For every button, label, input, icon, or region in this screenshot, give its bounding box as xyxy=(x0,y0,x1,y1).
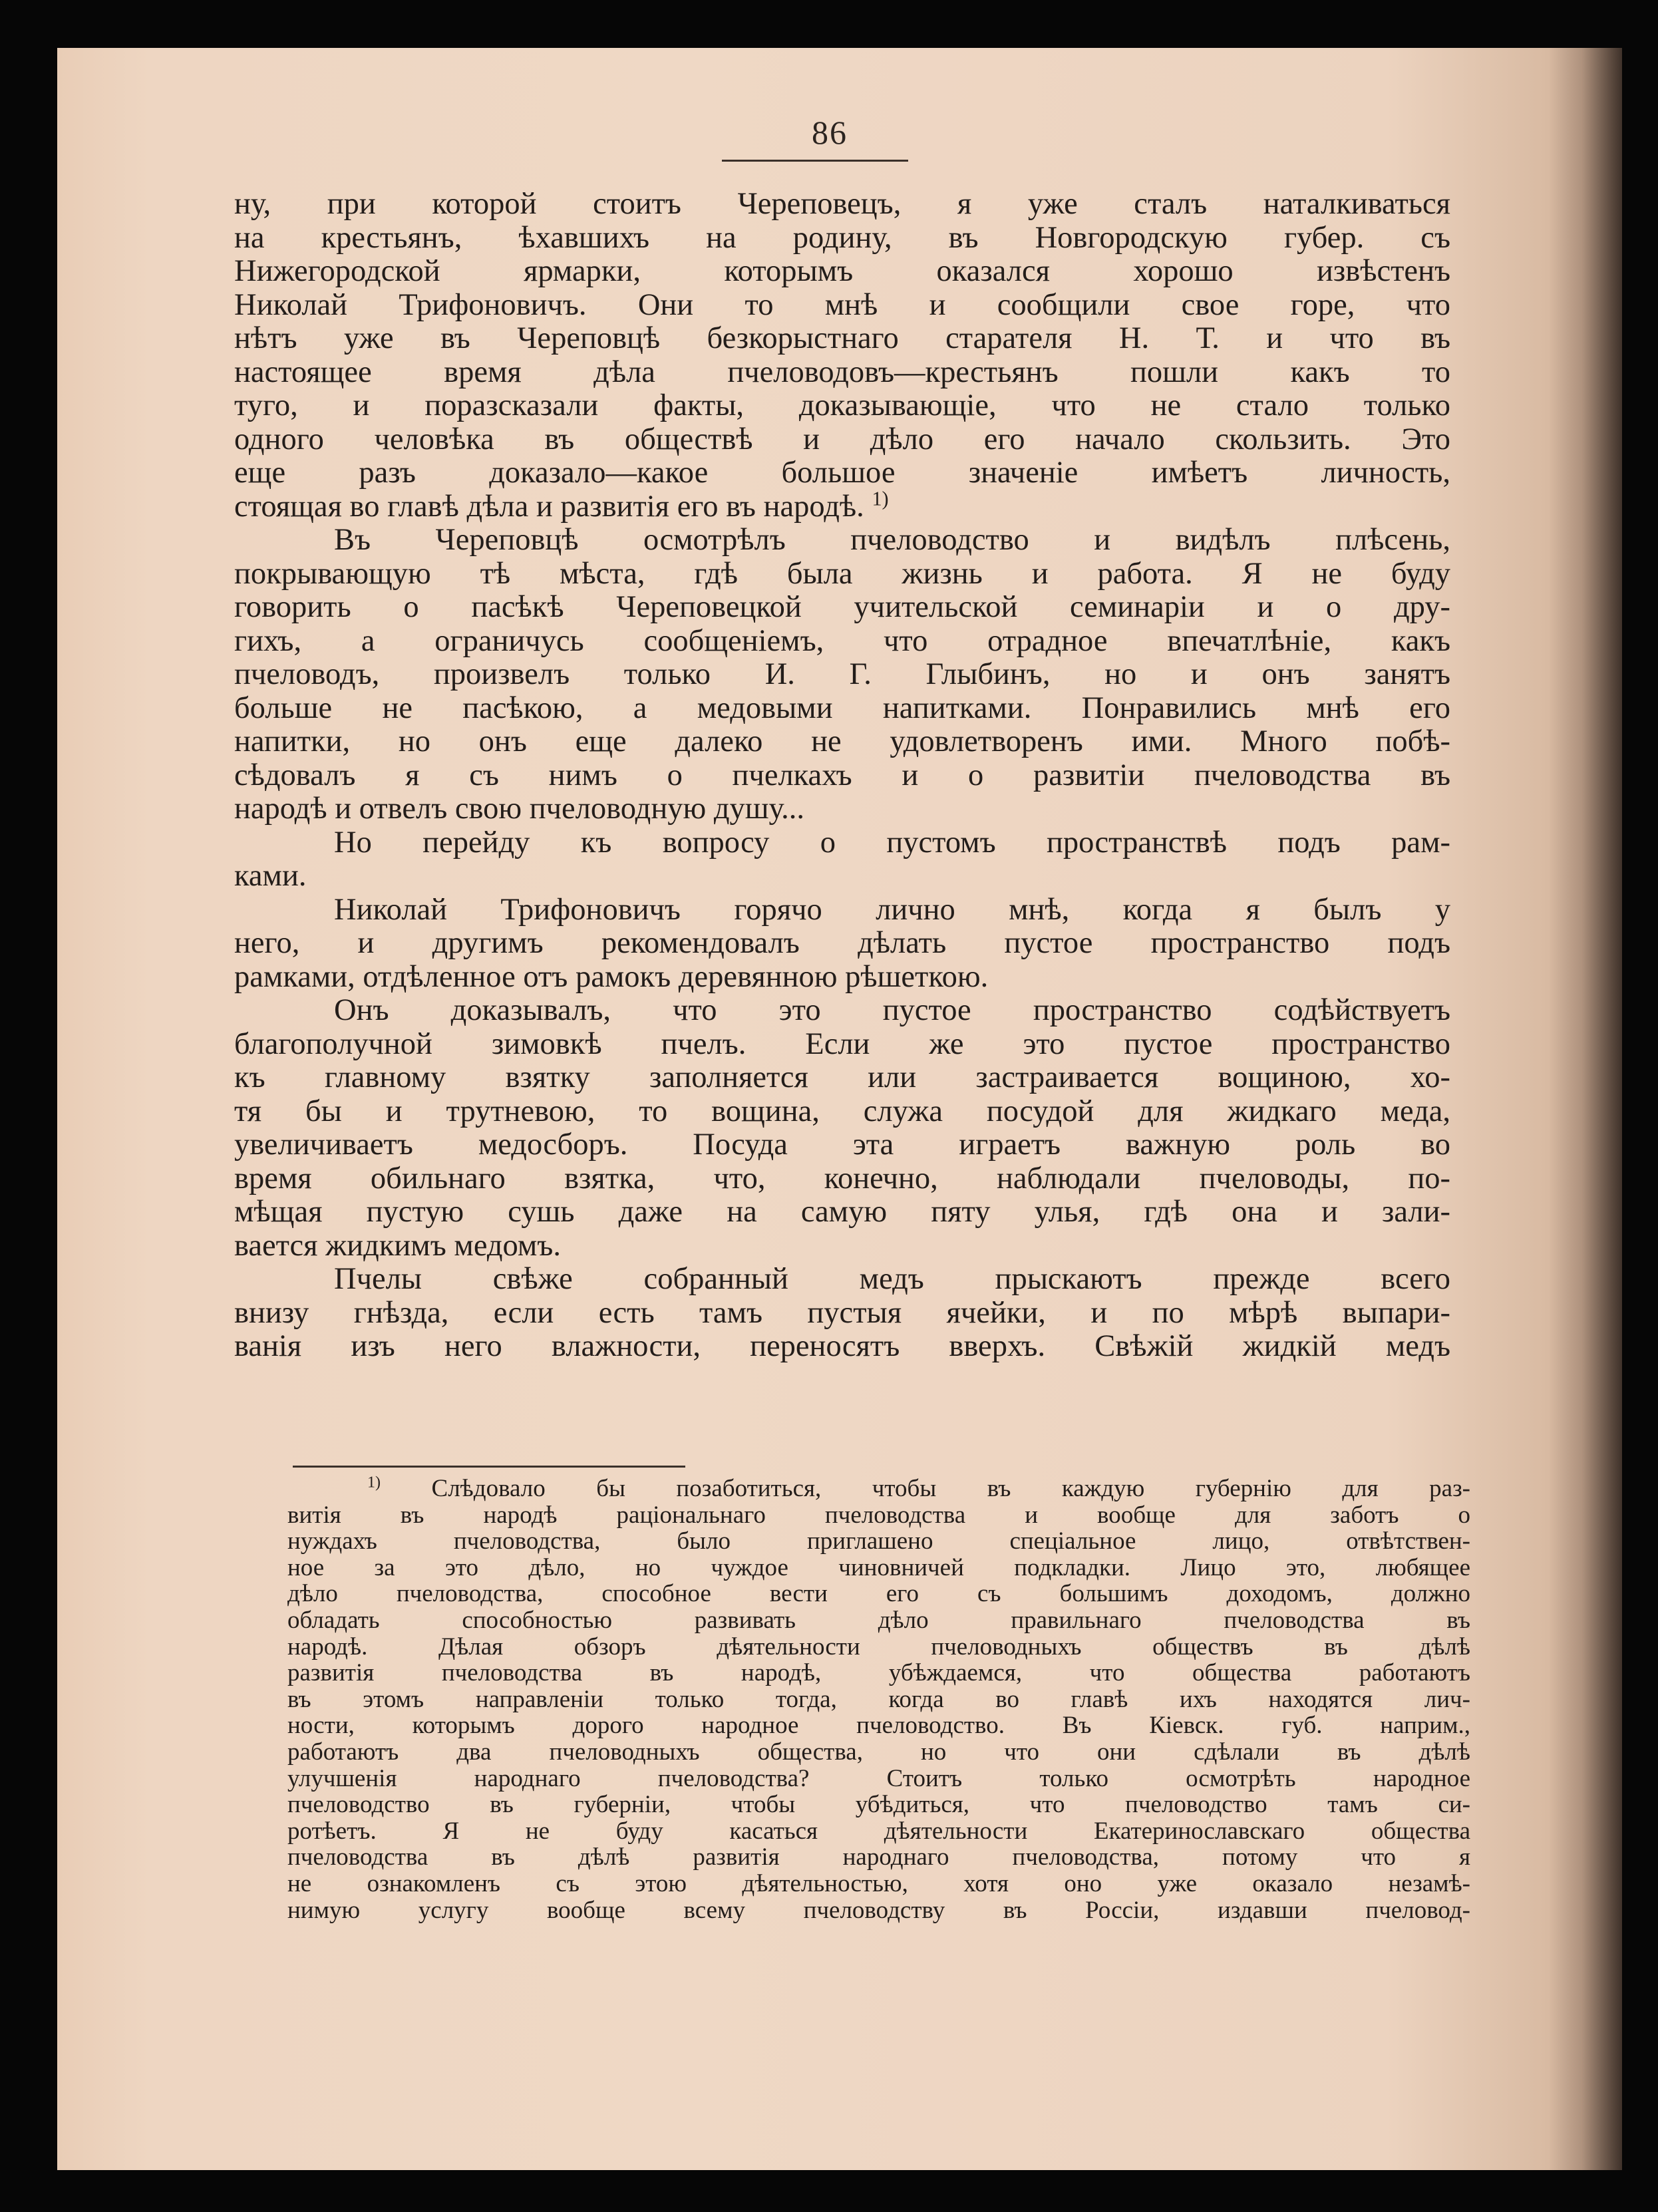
text-line xyxy=(234,423,1450,457)
text-line-text: сѣдовалъ я съ нимъ о пчелкахъ и о развитіи пчеловодства въ xyxy=(234,758,1450,792)
footnote-line-text: нимую услугу вообще всему пчеловодству въ Россіи, издавши пчеловод- xyxy=(287,1896,1470,1924)
text-line-text: тя бы и трутневою, то вощина, служа посудой для жидкаго меда, xyxy=(234,1094,1450,1128)
text-line xyxy=(234,591,1450,625)
text-line xyxy=(234,725,1450,759)
footnote-line xyxy=(287,1528,1470,1555)
text-line xyxy=(234,826,1450,860)
text-line-text: Но перейду къ вопросу о пустомъ пространствѣ подъ рам- xyxy=(334,825,1450,860)
text-line xyxy=(234,961,1450,995)
text-line-text: внизу гнѣзда, если есть тамъ пустыя ячейки, и по мѣрѣ выпари- xyxy=(234,1295,1450,1330)
text-line xyxy=(234,1162,1450,1196)
footnote-line-text: пчеловодства въ дѣлѣ развитія народнаго пчеловодства, потому что я xyxy=(287,1843,1470,1871)
text-line xyxy=(234,456,1450,490)
text-line-text: на крестьянъ, ѣхавшихъ на родину, въ Новгородскую губер. съ xyxy=(234,220,1450,255)
text-line-text: народѣ и отвелъ свою пчеловодную душу... xyxy=(234,792,805,826)
footnote-line-text: пчеловодство въ губерніи, чтобы убѣдиться, что пчеловодство тамъ си- xyxy=(287,1791,1470,1819)
text-line xyxy=(234,893,1450,927)
text-line xyxy=(234,625,1450,659)
text-line-text: Пчелы свѣже собранный медъ прыскаютъ прежде всего xyxy=(334,1262,1450,1296)
footnote-line xyxy=(287,1818,1470,1845)
text-line-text: благополучной зимовкѣ пчелъ. Если же это пустое пространство xyxy=(234,1027,1450,1061)
footnote-line-text: въ этомъ направленіи только тогда, когда во главѣ ихъ находятся лич- xyxy=(287,1685,1470,1713)
text-line xyxy=(234,487,1450,524)
text-line xyxy=(234,1229,1450,1263)
footnote-line xyxy=(287,1712,1470,1739)
text-line-text: рамками, отдѣленное отъ рамокъ деревянною рѣшеткою. xyxy=(234,959,989,994)
text-line-text: Николай Трифоновичъ горячо лично мнѣ, когда я былъ у xyxy=(334,892,1450,927)
text-line-text: Онъ доказывалъ, что это пустое пространство содѣйствуетъ xyxy=(334,993,1450,1027)
footnote-line-text: улучшенія народнаго пчеловодства? Стоитъ только осмотрѣть народное xyxy=(287,1764,1470,1792)
text-line xyxy=(234,557,1450,591)
text-line xyxy=(234,322,1450,356)
text-line xyxy=(234,692,1450,726)
footnote-line-text: ротѣетъ. Я не буду касаться дѣятельности Екатеринославскаго общества xyxy=(287,1817,1470,1845)
text-line xyxy=(234,860,1450,893)
text-line-text: туго, и поразсказали факты, доказывающіе, что не стало только xyxy=(234,389,1450,422)
text-line-text: настоящее время дѣла пчеловодовъ—крестьянъ пошли какъ то xyxy=(234,355,1450,389)
text-line xyxy=(234,255,1450,289)
text-line-text: говорить о пасѣкѣ Череповецкой учительской семинаріи и о дру- xyxy=(234,590,1450,624)
footnote-line-text: не ознакомленъ съ этою дѣятельностью, хотя оно уже оказало незамѣ- xyxy=(287,1869,1470,1897)
text-line xyxy=(234,524,1450,557)
text-line-text: Николай Трифоновичъ. Они то мнѣ и сообщили свое горе, что xyxy=(234,287,1450,322)
text-line xyxy=(234,356,1450,390)
footnote-line-text: ности, которымъ дорого народное пчеловодство. Въ Кіевск. губ. наприм., xyxy=(287,1712,1470,1740)
footnote-line xyxy=(287,1686,1470,1713)
text-line xyxy=(234,994,1450,1028)
text-line xyxy=(234,1263,1450,1297)
text-line xyxy=(234,389,1450,423)
text-line-text: Нижегородской ярмарки, которымъ оказался хорошо извѣстенъ xyxy=(234,254,1450,288)
text-line-text: пчеловодъ, произвелъ только И. Г. Глыбинъ, но и онъ занятъ xyxy=(234,657,1450,691)
text-line xyxy=(234,1330,1450,1364)
text-line-text: Въ Череповцѣ осмотрѣлъ пчеловодство и видѣлъ плѣсень, xyxy=(334,523,1450,557)
footnote-line xyxy=(287,1660,1470,1686)
text-line-text: одного человѣка въ обществѣ и дѣло его начало скользить. Это xyxy=(234,422,1450,456)
footnote-line xyxy=(287,1607,1470,1634)
text-line xyxy=(234,289,1450,323)
footnote-line-text: развитія пчеловодства въ народѣ, убѣждаемся, что общества работаютъ xyxy=(287,1659,1470,1687)
text-line xyxy=(234,1128,1450,1162)
footnote-line-text: Слѣдовало бы позаботиться, чтобы въ каждую губернію для раз- xyxy=(431,1475,1470,1502)
main-text xyxy=(234,188,1450,1364)
footnote xyxy=(287,1476,1470,1923)
text-line-text: ну, при которой стоитъ Череповецъ, я уже сталъ наталкиваться xyxy=(234,187,1450,221)
text-line xyxy=(234,1061,1450,1095)
text-line-text: къ главному взятку заполняется или застраивается вощиною, хо- xyxy=(234,1060,1450,1094)
footnote-line-text: дѣло пчеловодства, способное вести его съ большимъ доходомъ, должно xyxy=(287,1580,1470,1608)
footnote-line-text: витія въ народѣ раціональнаго пчеловодства и вообще для заботъ о xyxy=(287,1501,1470,1529)
text-line xyxy=(234,792,1450,826)
text-line xyxy=(234,1095,1450,1129)
footnote-marker: 1) xyxy=(367,1474,381,1492)
page-number-rule xyxy=(722,160,908,162)
text-line-text: еще разъ доказало—какое большое значеніе имѣетъ личность, xyxy=(234,456,1450,490)
text-line-text: ванія изъ него влажности, переносятъ вверхъ. Свѣжій жидкій медъ xyxy=(234,1329,1450,1363)
text-line-text: вается жидкимъ медомъ. xyxy=(234,1228,561,1263)
footnote-line xyxy=(287,1581,1470,1607)
text-line-text: время обильнаго взятка, что, конечно, наблюдали пчеловоды, по- xyxy=(234,1161,1450,1195)
footnote-line-text: ное за это дѣло, но чуждое чиновничей подкладки. Лицо это, любящее xyxy=(287,1553,1470,1581)
footnote-line xyxy=(287,1634,1470,1660)
text-line-text: гихъ, а ограничусь сообщеніемъ, что отрадное впечатлѣніе, какъ xyxy=(234,623,1450,658)
text-line xyxy=(234,1028,1450,1062)
footnote-line-text: народѣ. Дѣлая обзоръ дѣятельности пчеловодныхъ обществъ въ дѣлѣ xyxy=(287,1633,1470,1660)
footnote-line xyxy=(287,1792,1470,1818)
text-line xyxy=(234,222,1450,255)
footnote-line xyxy=(287,1739,1470,1766)
text-line-text: него, и другимъ рекомендовалъ дѣлать пустое пространство подъ xyxy=(234,926,1450,960)
footnote-line xyxy=(287,1844,1470,1871)
footnote-line xyxy=(287,1476,1470,1502)
footnote-line xyxy=(287,1766,1470,1792)
text-line-text: мѣщая пустую сушь даже на самую пяту улья, гдѣ она и зали- xyxy=(234,1195,1450,1229)
footnote-line xyxy=(287,1897,1470,1924)
footnote-line xyxy=(287,1871,1470,1897)
footnote-line xyxy=(287,1555,1470,1581)
text-line-text: увеличиваетъ медосборъ. Посуда эта играетъ важную роль во xyxy=(234,1128,1450,1162)
text-line xyxy=(234,188,1450,222)
text-line xyxy=(234,927,1450,961)
text-line-text: стоящая во главѣ дѣла и развитія его въ народѣ. xyxy=(234,489,864,524)
page-spine-shadow xyxy=(1549,48,1622,2170)
footnote-line xyxy=(287,1502,1470,1529)
text-line xyxy=(234,1297,1450,1331)
text-line-text: ками. xyxy=(234,859,307,893)
text-line xyxy=(234,658,1450,692)
footnote-line-text: обладать способностью развивать дѣло правильнаго пчеловодства въ xyxy=(287,1606,1470,1634)
text-line-text: покрывающую тѣ мѣста, гдѣ была жизнь и работа. Я не буду xyxy=(234,556,1450,591)
footnote-reference: 1) xyxy=(872,487,889,510)
footnote-line-text: работаютъ два пчеловодныхъ общества, но что они сдѣлали въ дѣлѣ xyxy=(287,1738,1470,1766)
page-number: 86 xyxy=(812,114,848,151)
footnote-rule xyxy=(293,1466,685,1468)
text-line xyxy=(234,759,1450,793)
text-line-text: напитки, но онъ еще далеко не удовлетворенъ ими. Много побѣ- xyxy=(234,724,1450,758)
footnote-line-text: нуждахъ пчеловодства, было приглашено спеціальное лицо, отвѣтствен- xyxy=(287,1527,1470,1555)
text-line-text: больше не пасѣкою, а медовыми напитками. Понравились мнѣ его xyxy=(234,691,1450,725)
text-line xyxy=(234,1195,1450,1229)
text-line-text: нѣтъ уже въ Череповцѣ безкорыстнаго старателя Н. Т. и что въ xyxy=(234,321,1450,355)
